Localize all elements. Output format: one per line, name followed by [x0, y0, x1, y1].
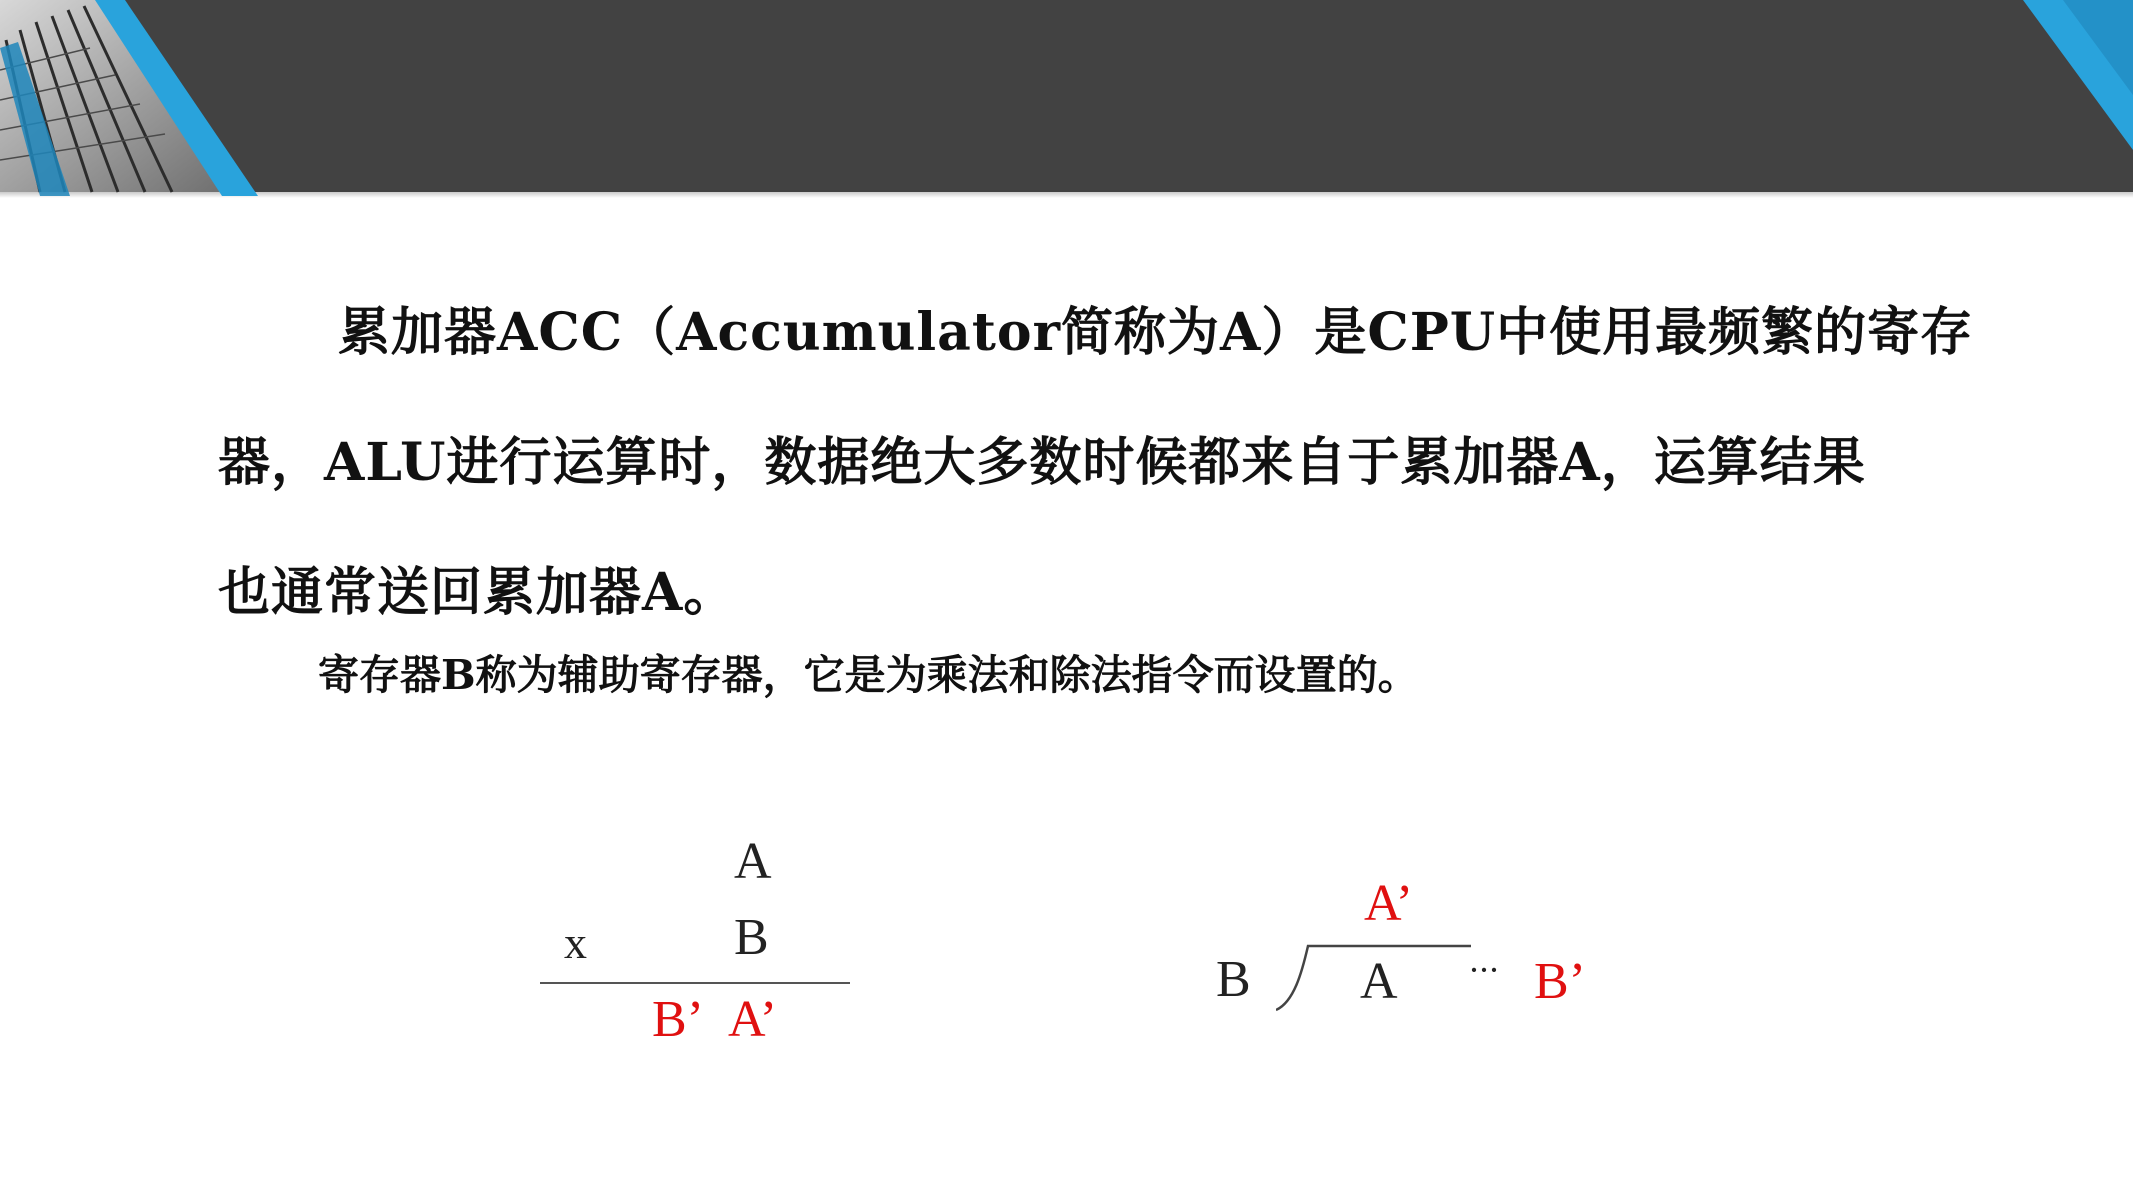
header-shadow [0, 192, 2133, 198]
mult-result-rule [540, 982, 850, 984]
paragraph-line-2: 器，ALU进行运算时，数据绝大多数时候都来自于累加器A，运算结果 [218, 432, 1866, 493]
mult-second-operand: B [734, 909, 769, 966]
mult-operator: x [564, 917, 587, 968]
mult-result-high: B’ [652, 991, 704, 1048]
div-divisor: B [1216, 951, 1251, 1008]
header-bar [0, 0, 2133, 192]
div-remainder: B’ [1534, 953, 1586, 1010]
paragraph-line-1: 累加器ACC（Accumulator简称为A）是CPU中使用最频繁的寄存 [338, 302, 1974, 363]
div-quotient: A’ [1364, 875, 1414, 932]
register-b-paragraph: 寄存器B称为辅助寄存器，它是为乘法和除法指令而设置的。 [318, 651, 1419, 699]
div-dividend: A [1360, 953, 1398, 1010]
div-ellipsis: ··· [1468, 950, 1498, 990]
building-corner-graphic [0, 0, 260, 196]
blue-corner-graphic [2023, 0, 2133, 196]
mult-result-low: A’ [728, 991, 778, 1048]
accumulator-paragraph [218, 268, 1974, 658]
mult-top-operand: A [734, 833, 772, 890]
paragraph-line-3: 也通常送回累加器A。 [218, 562, 737, 623]
